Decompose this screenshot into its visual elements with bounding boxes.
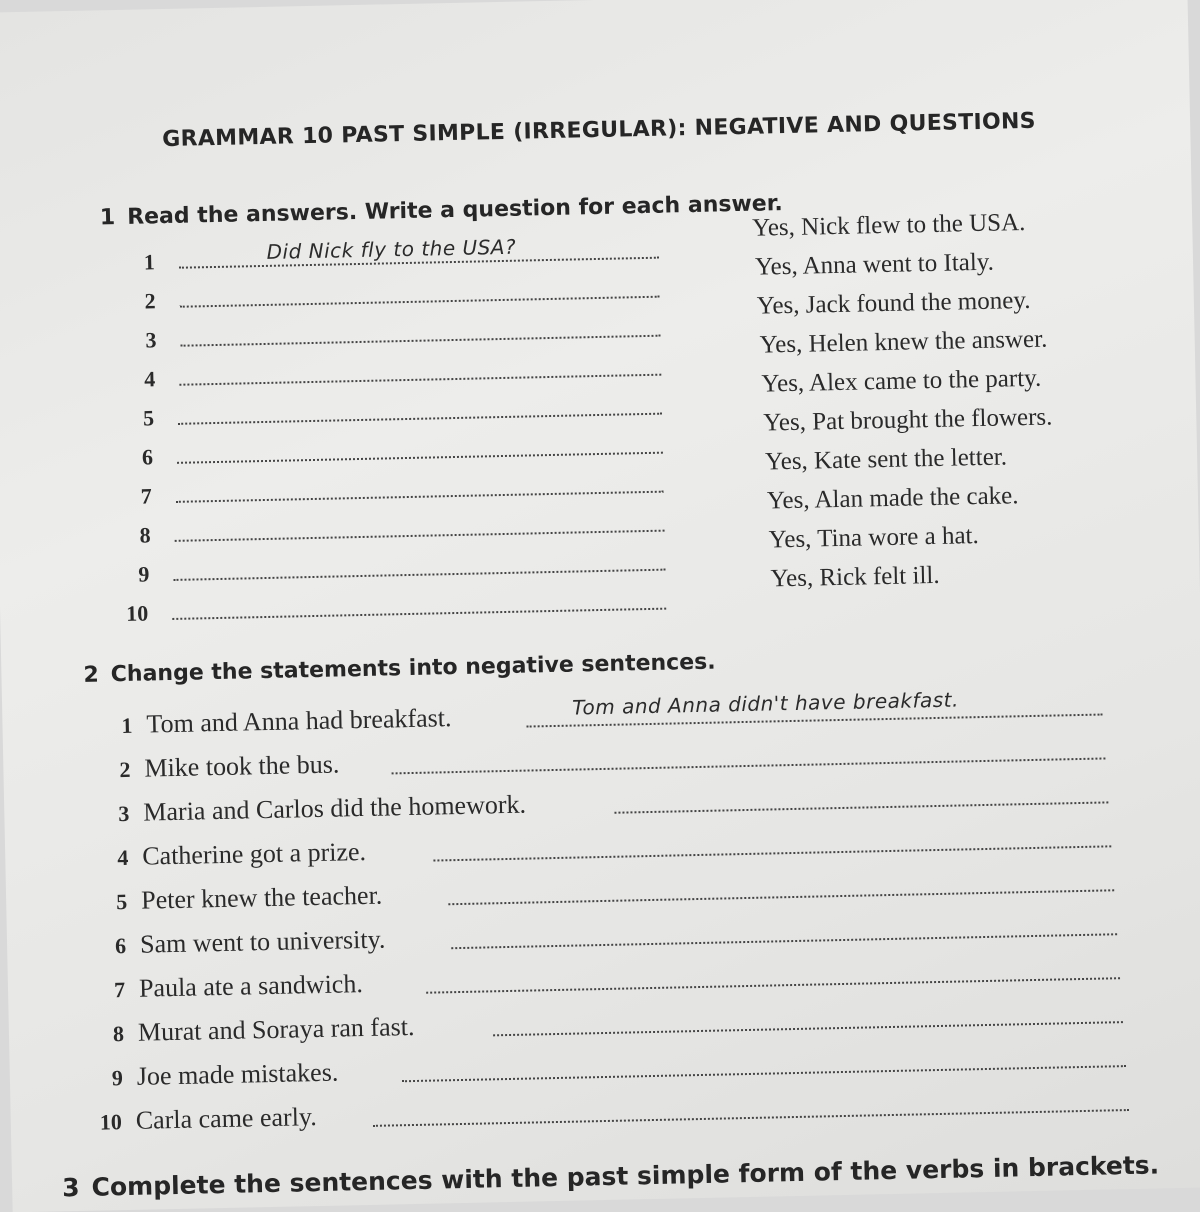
page-title: GRAMMAR 10 PAST SIMPLE (IRREGULAR): NEGATIVE AND QUESTIONS: [161, 108, 1037, 153]
answer-line[interactable]: [392, 757, 1106, 774]
statement-text: Mike took the bus.: [144, 749, 340, 783]
answer-line[interactable]: [451, 933, 1117, 949]
statement-row: [100, 749, 340, 790]
exercise-2-number: 2: [83, 662, 100, 688]
statement-row: [94, 1012, 415, 1055]
exercise-2-heading: [83, 650, 716, 688]
answer-line[interactable]: [448, 889, 1114, 905]
statement-text: Sam went to university.: [139, 924, 386, 959]
answer-line[interactable]: [176, 491, 664, 503]
handwritten-answer: Did Nick fly to the USA?: [266, 234, 517, 264]
given-answer: Yes, Jack found the money.: [756, 286, 1031, 320]
answer-line[interactable]: [175, 530, 665, 542]
answer-line[interactable]: [178, 413, 662, 425]
statement-text: Catherine got a prize.: [141, 836, 367, 871]
answer-line[interactable]: [614, 801, 1108, 813]
statement-number: 4: [117, 844, 129, 871]
exercise-1-item-number: 9: [138, 561, 150, 587]
given-answer: Yes, Nick flew to the USA.: [751, 209, 1026, 242]
exercise-1-instruction: Read the answers. Write a question for each answer.: [126, 191, 784, 230]
statement-number: 7: [113, 977, 126, 1003]
answer-line[interactable]: [493, 1021, 1123, 1036]
answer-line[interactable]: [173, 569, 665, 581]
given-answer: Yes, Tina wore a hat.: [768, 522, 980, 554]
exercise-1-item-number: 1: [143, 249, 156, 275]
given-answer: Yes, Anna went to Italy.: [754, 248, 995, 281]
statement-number: 9: [111, 1065, 124, 1091]
statement-row: [102, 703, 452, 746]
exercise-3-heading: [62, 1150, 1160, 1202]
exercise-1-item-number: 2: [144, 288, 156, 314]
answer-line[interactable]: [172, 608, 666, 620]
statement-text: Peter knew the teacher.: [140, 880, 383, 915]
statement-text: Maria and Carlos did the homework.: [143, 789, 527, 827]
answer-line[interactable]: [180, 296, 660, 308]
exercise-3-instruction: Complete the sentences with the past simple form of the verbs in brackets.: [91, 1150, 1160, 1202]
exercise-1-item-number: 8: [139, 522, 151, 548]
given-answer: Yes, Rick felt ill.: [770, 561, 940, 593]
statement-row: [96, 925, 386, 967]
statement-row: [99, 790, 526, 835]
given-answer: Yes, Alex came to the party.: [761, 364, 1042, 398]
statement-row: [93, 1058, 339, 1099]
handwritten-answer: Tom and Anna didn't have breakfast.: [571, 687, 960, 720]
exercise-1-number: 1: [99, 205, 116, 231]
exercise-2-instruction: Change the statements into negative sentences.: [110, 649, 716, 688]
statement-number: 3: [118, 800, 130, 827]
statement-number: 2: [119, 756, 131, 783]
exercise-1-heading: [100, 191, 783, 230]
answer-line[interactable]: [181, 335, 661, 347]
answer-line[interactable]: [433, 845, 1111, 861]
exercise-1-item-number: 3: [145, 327, 157, 353]
statement-row: [97, 881, 383, 923]
statement-number: 1: [121, 712, 133, 739]
answer-line[interactable]: [426, 977, 1120, 994]
exercise-3-number: 3: [61, 1173, 80, 1203]
exercise-1-item-number: 5: [142, 405, 155, 431]
exercise-1-item-number: 6: [141, 444, 154, 470]
answer-line[interactable]: [402, 1065, 1126, 1082]
answer-line[interactable]: [373, 1109, 1129, 1127]
answer-line[interactable]: [179, 374, 661, 386]
statement-row: [98, 837, 366, 879]
statement-row: [92, 1102, 318, 1143]
exercise-1-item-number: 7: [140, 483, 152, 509]
statement-number: 10: [99, 1109, 123, 1135]
statement-text: Murat and Soraya ran fast.: [137, 1011, 415, 1047]
statement-text: Tom and Anna had breakfast.: [146, 703, 452, 739]
statement-number: 6: [114, 933, 127, 959]
exercise-1-item-number: 10: [125, 600, 149, 626]
given-answer: Yes, Kate sent the letter.: [764, 443, 1008, 476]
given-answer: Yes, Helen knew the answer.: [759, 325, 1048, 359]
answer-line[interactable]: [177, 452, 663, 464]
statement-text: Joe made mistakes.: [136, 1057, 339, 1091]
statement-text: Carla came early.: [135, 1102, 317, 1135]
exercise-1-item-number: 4: [144, 366, 156, 392]
statement-row: [95, 969, 364, 1011]
statement-number: 5: [115, 888, 128, 915]
given-answer: Yes, Alan made the cake.: [766, 482, 1019, 515]
given-answer: Yes, Pat brought the flowers.: [763, 403, 1053, 437]
statement-text: Paula ate a sandwich.: [138, 969, 364, 1003]
statement-number: 8: [112, 1021, 125, 1047]
